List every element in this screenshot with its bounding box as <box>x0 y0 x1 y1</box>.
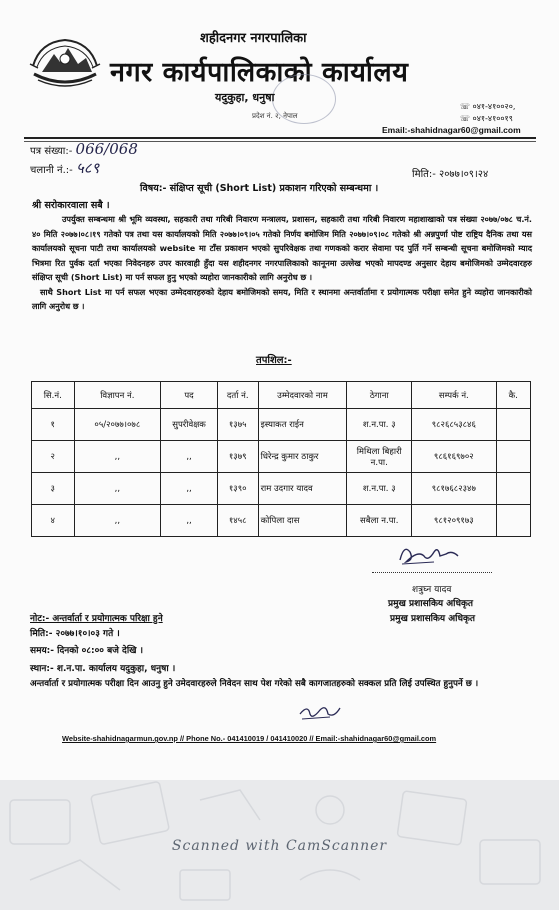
notice-time: समय:- दिनको ०८:०० बजे देखि । <box>30 646 144 656</box>
table-cell: राम उदगार यादव <box>258 473 347 505</box>
table-cell: १४५८ <box>217 505 258 537</box>
table-cell <box>496 441 530 473</box>
reference-value: 066/068 <box>75 140 138 158</box>
phone-number-2: ☏ ०४१-४१००१९ <box>460 114 513 123</box>
dispatch-value: ५८९ <box>75 159 100 177</box>
signature-line <box>372 572 492 573</box>
signatory-title-repeat: प्रमुख प्रशासकिय अधिकृत <box>390 614 476 624</box>
dispatch-label: चलानी नं.:- <box>30 165 73 176</box>
notice-heading: नोट:- अन्तर्वार्ता र प्रयोगात्मक परिक्षा हुने <box>30 614 163 624</box>
column-header: ठेगाना <box>347 382 412 409</box>
province-label: प्रदेश नं. २, नेपाल <box>252 112 298 120</box>
table-cell: १३७९ <box>217 441 258 473</box>
scanner-watermark-area <box>0 780 559 910</box>
body-paragraph-1: उपर्युक्त सम्बन्धमा श्री भूमि व्यवस्था, सहकारी तथा गरिबी निवारण मन्त्रालय, प्रशासन, सहकारी तथा गरिबी निवारण महाशाखाको पत्र संख्या २०७७/०७८ च.नं. ४० मिति २०७७।०८।१९ गतेको पत्र तथा यस कार्यालयको मिति २०७७।०९।०५ गतेको निर्णय बमोजिम मिति २०७७।०९।०८ गतेको श्री अन्नपुर्णा पोष्ट राष्ट्रिय दैनिक तथा यस कार्यालयको सूचना पाटी तथा कार्यालयको website मा टाँस प्रकाशन भएको सुपरिवेक्षक तथा गणकको करार सेवामा पद पुर्ति गर्ने सम्बन्धी सूचना बमोजिमको म्याद भित्रमा रित पुर्वक दर्ता भएका निवेदनहरु उपर कारवाही हुँदा यस शहीदनगर नगरपालिकाको कानूनमा उल्लेख भएको मापदण्ड अनुसार देहाय बमोजिमको उम्मेदवारहरु संक्षिप्त सूची (Short List) मा पर्न सफल हुनु भएको व्यहोरा जानकारीको लागि अनुरोध छ । <box>32 214 532 282</box>
letter-date: मिति:- २०७७।०९।२४ <box>412 169 489 180</box>
table-cell: ९८६१६९७०२ <box>412 441 496 473</box>
table-cell: ,, <box>74 505 161 537</box>
table-row <box>32 505 531 537</box>
table-cell: इस्याकत राईन <box>258 409 347 441</box>
table-cell: कोपिला दास <box>258 505 347 537</box>
reference-label: पत्र संख्या:- <box>30 146 73 157</box>
table-cell: धिरेन्द्र कुमार ठाकुर <box>258 441 347 473</box>
initial-signature-icon <box>296 700 344 724</box>
notice-date: मिति:- २०७७।१०।०३ गते । <box>30 629 120 639</box>
header-divider <box>24 137 536 139</box>
body-paragraph-2: साथै Short List मा पर्न सफल भएका उम्मेदवारहरुको देहाय बमोजिमको समय, मिति र स्थानमा अन्तर्वार्तामा र प्रयोगात्मक परीक्षा समेत हुने व्यहोरा जानकारीको लागि अनुरोध छ । <box>32 286 532 311</box>
table-cell: ३ <box>32 473 75 505</box>
dispatch-number <box>30 158 99 178</box>
table-cell: ,, <box>161 473 218 505</box>
office-address: यदुकुहा, धनुषा <box>215 91 275 104</box>
table-cell: ९८२६८५३८४६ <box>412 409 496 441</box>
column-header: उम्मेदवारको नाम <box>258 382 347 409</box>
municipality-emblem-icon <box>28 34 102 94</box>
table-cell: मिथिला बिहारी न.पा. <box>347 441 412 473</box>
letter-addressee: श्री सरोकारवाला सबै । <box>32 200 110 211</box>
header-email: Email:-shahidnagar60@gmail.com <box>382 125 521 135</box>
table-cell: श.न.पा. ३ <box>347 409 412 441</box>
shortlist-table <box>31 381 531 537</box>
signatory-title: प्रमुख प्रशासकिय अधिकृत <box>388 599 474 609</box>
letter-subject: विषय:- संक्षिप्त सूची (Short List) प्रकाशन गरिएको सम्बन्धमा । <box>140 183 379 194</box>
notice-place: स्थान:- श.न.पा. कार्यालय यदुकुहा, धनुषा । <box>30 664 176 674</box>
table-cell: ,, <box>161 441 218 473</box>
footer-contact: Website-shahidnagarmun.gov.np // Phone No.- 041410019 / 041410020 // Email:-shahidnagar60@gmail.com <box>62 734 437 743</box>
table-cell: सबैला न.पा. <box>347 505 412 537</box>
details-heading: तपशिल:- <box>256 355 292 366</box>
office-title: नगर कार्यपालिकाको कार्यालय <box>110 57 409 88</box>
table-cell: सुपरीवेक्षक <box>161 409 218 441</box>
column-header: दर्ता नं. <box>217 382 258 409</box>
table-cell: ०५/२०७७।०७८ <box>74 409 161 441</box>
table-cell: १३७५ <box>217 409 258 441</box>
table-row <box>32 473 531 505</box>
table-cell: ९८१२०९१७३ <box>412 505 496 537</box>
municipality-name: शहीदनगर नगरपालिका <box>200 31 307 46</box>
table-row <box>32 441 531 473</box>
table-cell: ,, <box>161 505 218 537</box>
column-header: विज्ञापन नं. <box>74 382 161 409</box>
table-row <box>32 409 531 441</box>
table-cell: ,, <box>74 473 161 505</box>
table-cell: १३९० <box>217 473 258 505</box>
table-cell: १ <box>32 409 75 441</box>
camscanner-label: Scanned with CamScanner <box>171 838 388 854</box>
table-cell: २ <box>32 441 75 473</box>
column-header: पद <box>161 382 218 409</box>
table-cell: ९८१७६८२३४७ <box>412 473 496 505</box>
table-cell <box>496 505 530 537</box>
table-header-row <box>32 382 531 409</box>
table-cell: ,, <box>74 441 161 473</box>
signatory-name: शत्रुघ्न यादव <box>412 585 452 595</box>
table-cell: श.न.पा. ३ <box>347 473 412 505</box>
notice-text: अन्तर्वार्ता र प्रयोगात्मक परीक्षा दिन आउनु हुने उमेदवारहरुले निवेदन साथ पेश गरेको सबै कागजातहरुको सक्कल प्रति लिई उपस्थित हुनुपर्ने छ । <box>30 679 479 689</box>
table-cell <box>496 473 530 505</box>
table-cell: ४ <box>32 505 75 537</box>
column-header: सम्पर्क नं. <box>412 382 496 409</box>
column-header: कै. <box>496 382 530 409</box>
table-cell <box>496 409 530 441</box>
signature-icon <box>394 540 464 568</box>
reference-number <box>30 140 138 158</box>
phone-number-1: ☏ ०४१-४१००२०, <box>460 102 516 111</box>
letter-body <box>32 212 532 314</box>
column-header: सि.नं. <box>32 382 75 409</box>
